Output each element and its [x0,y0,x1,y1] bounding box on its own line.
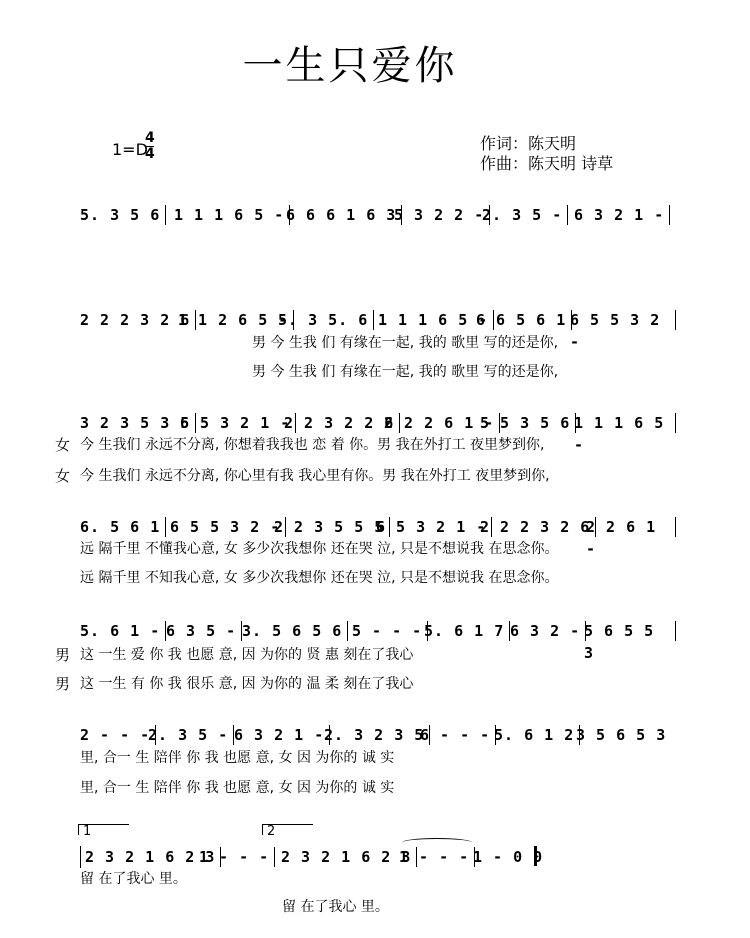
key-signature: 1=D [112,140,148,159]
measure: 2 2 3 2 2 6 [284,414,395,432]
measure: 6 - - - [420,726,491,744]
measure: 2. 3 2 3 5 [324,726,425,744]
lyric-line: 男 今 生我 们 有缘在一起, 我的 歌里 写的还是你, [252,364,559,380]
lyric-line: 远 隔千里 不知我心意, 女 多少次我想你 还在哭 泣, 只是不想说我 在思念你。 [80,570,559,586]
lyric-line: 留 在了我心 里。 [80,871,187,887]
lyric-line: 里, 合一 生 陪伴 你 我 也愿 意, 女 因 为你的 诚 实 [80,780,395,796]
voice-tag: 男 [55,646,71,664]
measure: 1 - - - [199,848,270,866]
measure: 1 1 1 6 5 - [574,412,670,434]
measure: 5. 6 1 7 [424,622,505,640]
measure: 5 5 3 5 6 [480,414,571,432]
score-system-1 [80,204,670,226]
lyric-line [55,675,414,693]
lyric-line [55,467,550,485]
first-ending-bracket: 1 [78,824,129,835]
measure: 6 3 2 - [510,622,581,640]
lyric-text: 这 一生 爱 你 我 也愿 意, 因 为你的 贤 惠 刻在了我心 [80,647,414,663]
measure: 6 3 2 1 - [574,206,665,224]
lyric-line: 里, 合一 生 陪伴 你 我 也愿 意, 女 因 为你的 诚 实 [80,750,395,766]
score-system-4 [80,516,670,586]
score-system-6 [80,724,670,796]
lyric-line: 留 在了我心 里。 [282,899,389,915]
measure: 2 3 2 1 6 2 3 [281,848,412,866]
measure: 5 6 5 5 3 [584,620,670,642]
song-title: 一生只爱你 [242,43,458,89]
measure: 1 - 0 0 [473,848,544,866]
voice-tag: 男 [55,675,71,693]
measure: 3 2 3 5 3 5 [80,414,191,432]
voice-tag: 女 [55,467,71,485]
measure: 2 2 2 6 1 - [384,414,495,432]
measure: 5. 3 5 6 [80,206,161,224]
time-sig-bottom: 4 [145,146,155,162]
measure: 6. 5 6 1 [80,518,161,536]
measure: 2 2 2 3 2 6 [480,518,591,536]
measure: 1 1 2 6 5 - [178,311,289,329]
measure: 5. 6 1 2 [494,726,575,744]
second-ending-bracket: 2 [262,824,313,835]
composer-credit: 作曲：陈天明 诗草 [480,154,614,173]
lyric-text: 今 生我们 永远不分离, 你心里有我 我心里有你。男 我在外打工 夜里梦到你, [80,468,550,484]
measure: 2. 3 5 - [482,206,563,224]
measure: 6 5 5 3 2 - [170,518,281,536]
voice-tag: 女 [55,436,71,454]
measure: 5. 3 5. 6 [278,311,369,329]
measure: 5 - - - [352,622,423,640]
measure: 2. 3 5 - [148,726,229,744]
measure: 6 3 2 1 - [234,726,325,744]
lyric-text: 今 生我们 永远不分离, 你想着我我也 恋 着 你。男 我在外打工 夜里梦到你, [80,437,545,453]
measure: 6 3 5 - [166,622,237,640]
measure: 2 2 3 5 5 5 [274,518,385,536]
measure: 5 3 2 2 - [394,206,485,224]
measure: 6 6 6 1 6 3 [286,206,397,224]
measure: 6 5 5 3 2 - [570,309,670,331]
lyricist-credit: 作词：陈天明 [480,134,577,153]
measure: 1 1 1 6 5 - [378,311,489,329]
lyric-line [55,646,414,664]
lyric-line [55,436,545,454]
measure: 2 - - - [80,726,151,744]
measure: 2 3 2 1 6 2 3 [85,848,216,866]
measure: 6 6 5 6 1 [476,311,567,329]
measure: 1 1 1 6 5 - [174,206,285,224]
measure: 1 - - - [399,848,470,866]
measure: 5. 6 1 - [80,622,161,640]
score-system-2 [80,309,670,380]
lyric-text: 这 一生 有 你 我 很乐 意, 因 为你的 温 柔 刻在了我心 [80,676,414,692]
lyric-line: 远 隔千里 不懂我心意, 女 多少次我想你 还在哭 泣, 只是不想说我 在思念你。 [80,541,559,557]
measure: 6 5 3 2 1 - [376,518,487,536]
final-barline [534,846,537,866]
measure: 6 5 3 2 1 - [180,414,291,432]
measure: 3. 5 6 5 6 [242,622,343,640]
time-signature [145,131,155,162]
score-system-5 [55,620,670,693]
score-system-3 [55,412,670,485]
time-sig-top: 4 [145,130,155,146]
score-system-7 [80,846,670,887]
lyric-line: 男 今 生我 们 有缘在一起, 我的 歌里 写的还是你, [252,335,559,351]
measure: 3 5 6 5 3 [576,726,667,744]
measure: 2 2 6 1 - [586,516,670,538]
measure: 2 2 2 3 2 6 [80,311,191,329]
